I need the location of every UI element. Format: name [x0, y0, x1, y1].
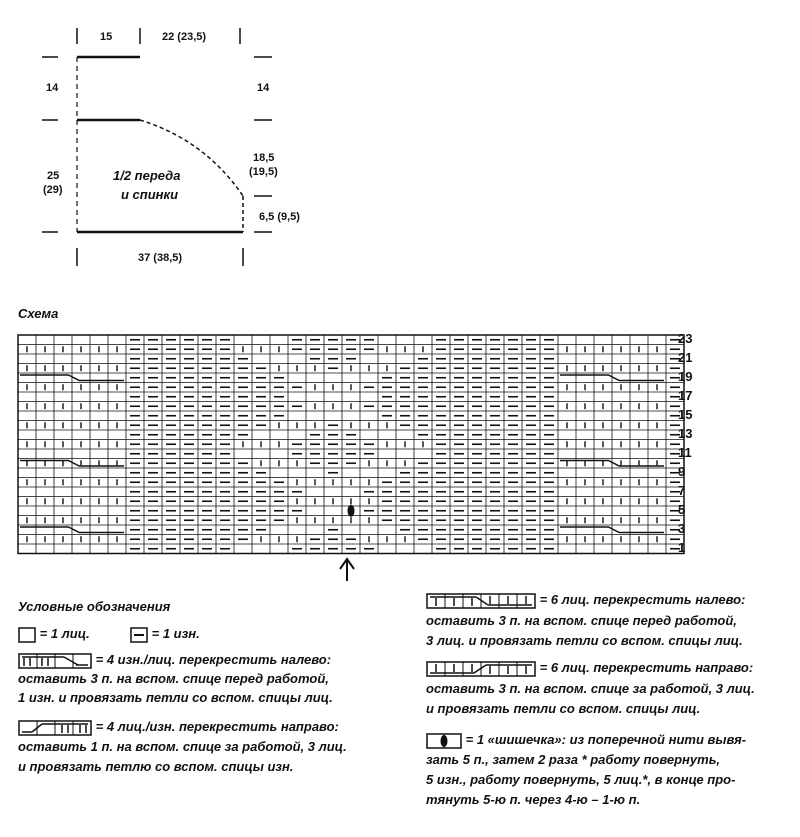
- row-number: 15: [678, 407, 693, 422]
- piece-title-line-2: и спинки: [121, 187, 179, 202]
- legend-cross6-left: [426, 590, 745, 609]
- knit-symbol-icon: [18, 627, 36, 643]
- chart-title: Схема: [18, 306, 59, 321]
- dim-right-top: 14: [257, 82, 270, 94]
- legend-cross6-right: [426, 658, 753, 677]
- legend-bobble-text-4: тянуть 5-ю п. через 4-ю – 1-ю п.: [426, 792, 641, 807]
- start-arrow: [340, 559, 354, 581]
- legend-purl-text: = 1 изн.: [151, 626, 200, 641]
- legend-cross6-left-text-3: 3 лиц. и провязать петли со вспом. спицы лиц.: [426, 633, 743, 648]
- bobble-symbol-icon: [426, 733, 462, 749]
- legend-bobble-text-3: 5 изн., работу повернуть, 5 лиц.*, в конце про-: [426, 772, 736, 787]
- legend-cross4-left: [18, 650, 331, 669]
- purl-symbol-icon: [130, 627, 148, 643]
- dim-left-bottom-2: (29): [43, 184, 63, 196]
- row-number: 7: [678, 483, 686, 498]
- piece-title-line-1: 1/2 переда: [113, 168, 181, 183]
- row-number: 11: [678, 445, 692, 460]
- legend-cross6-right-text-2: оставить 3 п. на вспом. спице за работой, 3 лиц.: [426, 681, 755, 696]
- legend-cross4-right-text-1: = 4 лиц./изн. перекрестить направо:: [95, 719, 339, 734]
- legend-purl: [130, 624, 200, 643]
- row-number: 5: [678, 502, 686, 517]
- legend-knit-text: = 1 лиц.: [39, 626, 90, 641]
- legend-cross4-right-text-2: оставить 1 п. на вспом. спице за работой, 3 лиц.: [18, 739, 347, 754]
- row-number: 3: [678, 521, 686, 536]
- dim-right-mid-2: (19,5): [249, 166, 278, 178]
- dim-right-bottom: 6,5 (9,5): [259, 211, 300, 223]
- legend-cross4-left-text-2: оставить 3 п. на вспом. спице перед работой,: [18, 671, 329, 686]
- dim-top-right: 22 (23,5): [162, 31, 207, 43]
- legend-cross6-left-text-1: = 6 лиц. перекрестить налево:: [539, 592, 746, 607]
- legend-cross4-left-text-1: = 4 изн./лиц. перекрестить налево:: [95, 652, 332, 667]
- legend-cross4-left-text-3: 1 изн. и провязать петли со вспом. спицы лиц.: [18, 690, 333, 705]
- row-number: 1: [678, 540, 686, 555]
- legend-bobble-text-2: зать 5 п., затем 2 раза * работу повернуть,: [426, 752, 721, 767]
- legend-cross4-right-text-3: и провязать петлю со вспом. спицы изн.: [18, 759, 294, 774]
- legend-cross6-left-text-2: оставить 3 п. на вспом. спице перед работой,: [426, 613, 737, 628]
- dim-left-bottom-1: 25: [47, 170, 60, 182]
- legend-cross6-right-text-3: и провязать петли со вспом. спицы лиц.: [426, 701, 701, 716]
- outline-armhole: [140, 120, 243, 196]
- legend-knit: [18, 624, 90, 643]
- dim-bottom: 37 (38,5): [138, 252, 183, 264]
- legend-title: Условные обозначения: [18, 599, 171, 614]
- cross-6-left-icon: [426, 593, 536, 609]
- cross-4-left-icon: [18, 653, 92, 669]
- dim-top-left: 15: [100, 31, 113, 43]
- row-number: 23: [678, 331, 693, 346]
- cross-4-right-icon: [18, 720, 92, 736]
- legend-cross4-right: [18, 717, 339, 736]
- garment-schematic: [0, 0, 300, 280]
- dim-right-mid-1: 18,5: [253, 152, 275, 164]
- legend-bobble: [426, 730, 746, 749]
- legend-cross6-right-text-1: = 6 лиц. перекрестить направо:: [539, 660, 754, 675]
- legend-bobble-text-1: = 1 «шишечка»: из поперечной нити вывя-: [465, 732, 747, 747]
- cross-6-right-icon: [426, 661, 536, 677]
- knitting-chart: [0, 325, 720, 585]
- bobble-mark: [348, 505, 355, 517]
- row-number: 19: [678, 369, 693, 384]
- row-number: 21: [678, 350, 693, 365]
- row-number: 13: [678, 426, 693, 441]
- dim-left-top: 14: [46, 82, 59, 94]
- row-number: 17: [678, 388, 693, 403]
- row-number: 9: [678, 464, 686, 479]
